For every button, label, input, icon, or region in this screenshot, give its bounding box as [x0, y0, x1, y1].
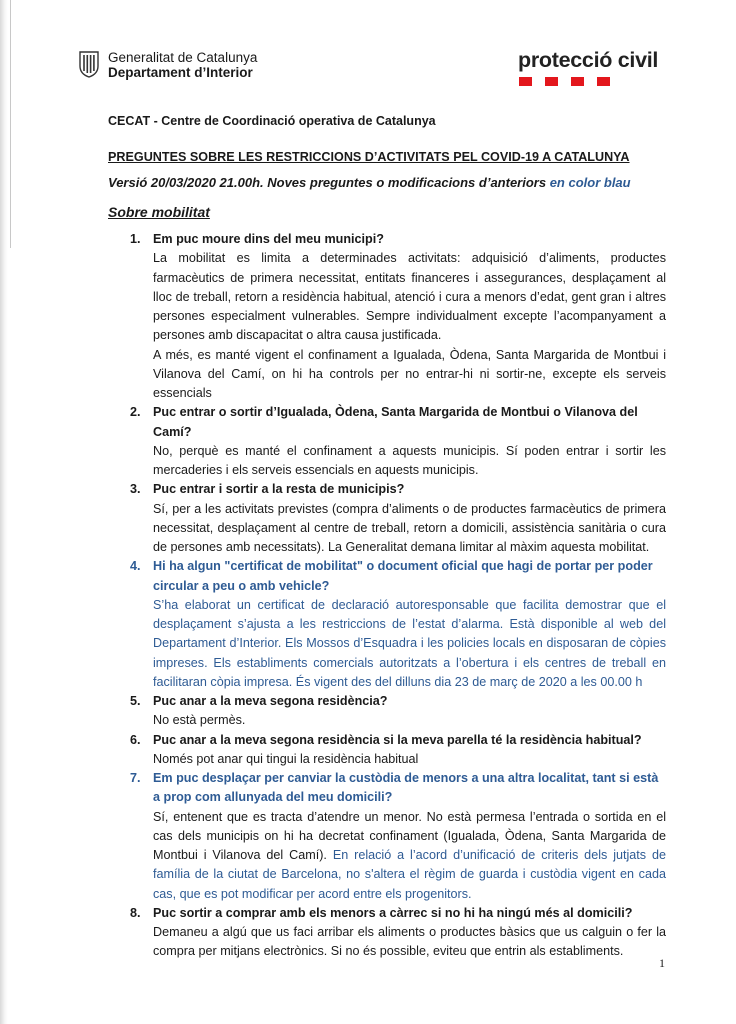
answer-text: No està permès. — [153, 713, 246, 728]
question-item — [108, 692, 666, 731]
answer-text: La mobilitat es limita a determinades activitats: adquisició d’aliments, productes farmacèutics de primera necessitat, entitats financeres i assegurances, desplaçament al lloc de treball, retorn a residència habitual, atenció i cura a menors d’edat, gent gran i altres persones especialment vulnerables. Sempre individualment excepte l’acompanyament a persones amb discapacitat o altra causa justificada. — [153, 251, 666, 343]
cecat-heading: CECAT - Centre de Coordinació operativa de Catalunya — [108, 114, 436, 128]
logo-bar — [597, 77, 610, 86]
answer-text: A més, es manté vigent el confinament a Igualada, Òdena, Santa Margarida de Montbui i Vilanova del Camí, on hi ha controls per no entrar-hi ni sortir-ne, excepte els serveis essencials — [153, 347, 666, 400]
question-text: Em puc desplaçar per canviar la custòdia de menors a una altra localitat, tant si està a prop com allunyada del meu domicili? — [153, 771, 659, 805]
question-number: 6. — [130, 732, 141, 747]
question-item — [108, 904, 666, 962]
department-name: Departament d’Interior — [108, 65, 253, 80]
question-text: Puc sortir a comprar amb els menors a càrrec si no hi ha ningú més al domicili? — [153, 905, 633, 920]
section-title: Sobre mobilitat — [108, 204, 210, 220]
question-item — [108, 403, 666, 480]
questions-list — [108, 230, 666, 962]
question-item — [108, 731, 666, 770]
version-blue-note: en color blau — [549, 175, 631, 190]
question-text: Puc anar a la meva segona residència si la meva parella té la residència habitual? — [153, 732, 642, 747]
answer-text: Només pot anar qui tingui la residència habitual — [153, 751, 419, 766]
document-title: PREGUNTES SOBRE LES RESTRICCIONS D’ACTIVITATS PEL COVID-19 A CATALUNYA — [108, 150, 630, 164]
logo-bar — [545, 77, 558, 86]
generalitat-name: Generalitat de Catalunya — [108, 50, 258, 65]
answer-text: No, perquè es manté el confinament a aquests municipis. Sí poden entrar i sortir les mercaderies i els serveis essencials en aquests municipis. — [153, 443, 666, 477]
generalitat-logo-icon — [78, 50, 100, 78]
page-edge-shadow — [0, 0, 8, 1024]
question-text: Hi ha algun "certificat de mobilitat" o document oficial que hagi de portar per poder circular a peu o amb vehicle? — [153, 559, 653, 593]
proteccio-civil-logo-bars — [519, 77, 610, 86]
question-item — [108, 230, 666, 403]
question-number: 8. — [130, 905, 141, 920]
page-edge-line — [10, 0, 11, 248]
answer-text: S’ha elaborat un certificat de declaració autoresponsable que facilita demostrar que el desplaçament s’ajusta a les restriccions de l’estat d’alarma. Està disponible al web del Departament d’Interior. Els Mossos d’Esquadra i les policies locals en disposaran de còpies impreses. Els establiments comercials autoritzats a l’obertura i els centres de treball en facilitaran còpia impresa. És vigent des del dilluns dia 23 de març de 2020 a les 00.00 h — [153, 597, 666, 689]
question-item — [108, 769, 666, 904]
question-number: 1. — [130, 232, 141, 246]
logo-bar — [571, 77, 584, 86]
proteccio-civil-logo-text: protecció civil — [518, 48, 659, 72]
answer-text: Demaneu a algú que us faci arribar els aliments o productes bàsics que us calguin o fer la compra per mitjans electrònics. Si no és possible, eviteu que entrin als establiments. — [153, 925, 666, 959]
question-number: 7. — [130, 771, 141, 785]
version-text: Versió 20/03/2020 21.00h. Noves preguntes o modificacions d’anteriors — [108, 175, 550, 190]
logo-bar — [519, 77, 532, 86]
answer-text — [153, 808, 666, 904]
question-number: 4. — [130, 559, 141, 574]
version-line — [108, 175, 631, 190]
page-number: 1 — [659, 956, 665, 970]
question-number: 5. — [130, 694, 141, 708]
answer-text: Sí, per a les activitats previstes (compra d’aliments o de productes farmacèutics de primera necessitat, desplaçament al centre de treball, retorn a domicili, assistència sanitària o cura de persones amb necessitats). La Generalitat demana limitar al màxim aquesta mobilitat. — [153, 501, 666, 554]
question-item-updated — [108, 557, 666, 692]
answer-text-updated: En relació a l’acord d’unificació de criteris dels jutjats de família de la ciutat de Barcelona, no s'altera el règim de guarda i custòdia vigent en cada cas, que es pot modificar per acord entre els progenitors. — [153, 848, 667, 901]
question-text: Em puc moure dins del meu municipi? — [153, 232, 384, 246]
generalitat-brand — [108, 50, 257, 80]
question-number: 2. — [130, 405, 141, 420]
question-text: Puc entrar i sortir a la resta de municipis? — [153, 482, 405, 497]
question-number: 3. — [130, 482, 141, 497]
question-text: Puc anar a la meva segona residència? — [153, 694, 388, 708]
question-item — [108, 480, 666, 557]
question-text: Puc entrar o sortir d’Igualada, Òdena, Santa Margarida de Montbui o Vilanova del Camí? — [153, 405, 638, 439]
answer-text-part: Sí, entenent que es tracta d’atendre un menor. No està permesa l’entrada o sortida en el cas dels municipis on hi ha decretat confinament (Igualada, Òdena, Santa Margarida de Montbui i Vilanova del Camí). — [153, 809, 666, 862]
